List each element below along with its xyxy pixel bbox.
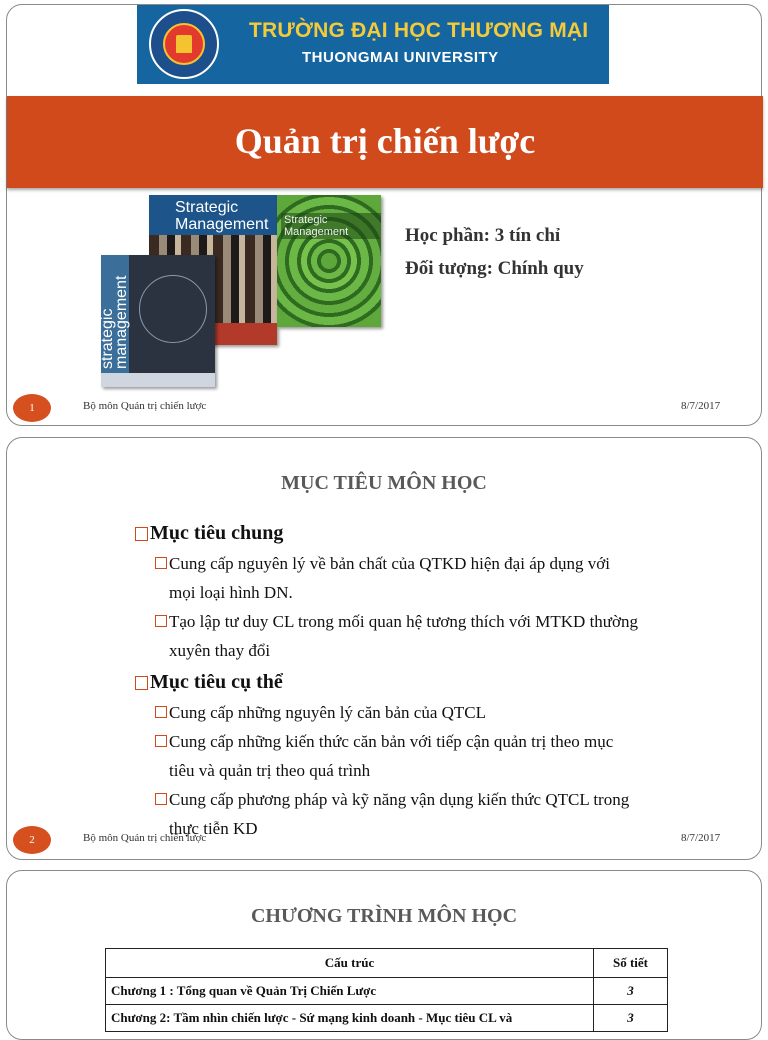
list-item: Cung cấp nguyên lý về bản chất của QTKD hiện đại áp dụng với mọi loại hình DN. bbox=[135, 549, 655, 607]
table-cell: Chương 2: Tầm nhìn chiến lược - Sứ mạng kinh doanh - Mục tiêu CL và bbox=[106, 1005, 594, 1032]
university-name-en: THUONGMAI UNIVERSITY bbox=[302, 49, 499, 66]
table-row bbox=[106, 1005, 668, 1032]
footer-department: Bộ môn Quản trị chiến lược bbox=[83, 832, 207, 844]
book-cover-image bbox=[101, 255, 215, 387]
general-objective-heading: Mục tiêu chung bbox=[135, 522, 655, 545]
list-item: Cung cấp những nguyên lý căn bản của QTCL bbox=[135, 698, 655, 727]
list-item: Cung cấp phương pháp và kỹ năng vận dụng kiến thức QTCL trong thực tiễn KD bbox=[135, 785, 655, 843]
slide-3 bbox=[6, 870, 762, 1040]
book-title: Strategic Management bbox=[149, 195, 277, 239]
footer-date: 8/7/2017 bbox=[681, 400, 721, 412]
checkbox-bullet-icon bbox=[155, 615, 167, 627]
slide-1 bbox=[6, 4, 762, 426]
table-cell: 3 bbox=[594, 1005, 668, 1032]
slide-number: 2 bbox=[13, 826, 51, 854]
table-header-row bbox=[106, 949, 668, 978]
list-item: Cung cấp những kiến thức căn bản với tiếp cận quản trị theo mục tiêu và quản trị theo quá trình bbox=[135, 727, 655, 785]
column-header: Số tiết bbox=[594, 949, 668, 978]
book-title: strategic management bbox=[99, 275, 130, 369]
checkbox-bullet-icon bbox=[155, 793, 167, 805]
column-header: Cấu trúc bbox=[106, 949, 594, 978]
slide-2 bbox=[6, 437, 762, 860]
slide-title: Quản trị chiến lược bbox=[234, 121, 536, 161]
checkbox-bullet-icon bbox=[135, 527, 148, 541]
table-cell: 3 bbox=[594, 978, 668, 1005]
syllabus-table bbox=[105, 948, 668, 1032]
checkbox-bullet-icon bbox=[135, 676, 148, 690]
title-band bbox=[7, 96, 763, 188]
slide-title: MỤC TIÊU MÔN HỌC bbox=[281, 472, 487, 494]
checkbox-bullet-icon bbox=[155, 706, 167, 718]
university-logo bbox=[149, 9, 219, 79]
specific-objective-heading: Mục tiêu cụ thể bbox=[135, 671, 655, 694]
book-title: Strategic Management bbox=[281, 213, 381, 239]
table-cell: Chương 1 : Tổng quan về Quản Trị Chiến Lược bbox=[106, 978, 594, 1005]
slide-title: CHƯƠNG TRÌNH MÔN HỌC bbox=[250, 905, 518, 927]
checkbox-bullet-icon bbox=[155, 735, 167, 747]
university-banner bbox=[137, 5, 609, 84]
course-credits: Học phần: 3 tín chỉ bbox=[405, 225, 561, 246]
book-cover-image bbox=[277, 195, 381, 327]
footer-date: 8/7/2017 bbox=[681, 832, 721, 844]
course-audience: Đối tượng: Chính quy bbox=[405, 258, 584, 279]
university-name-vi: TRƯỜNG ĐẠI HỌC THƯƠNG MẠI bbox=[249, 19, 589, 42]
course-info bbox=[405, 219, 584, 285]
slide-number: 1 bbox=[13, 394, 51, 422]
table-row bbox=[106, 978, 668, 1005]
checkbox-bullet-icon bbox=[155, 557, 167, 569]
footer-department: Bộ môn Quản trị chiến lược bbox=[83, 400, 207, 412]
objectives-list bbox=[135, 522, 655, 843]
list-item: Tạo lập tư duy CL trong mối quan hệ tương thích với MTKD thường xuyên thay đổi bbox=[135, 607, 655, 665]
